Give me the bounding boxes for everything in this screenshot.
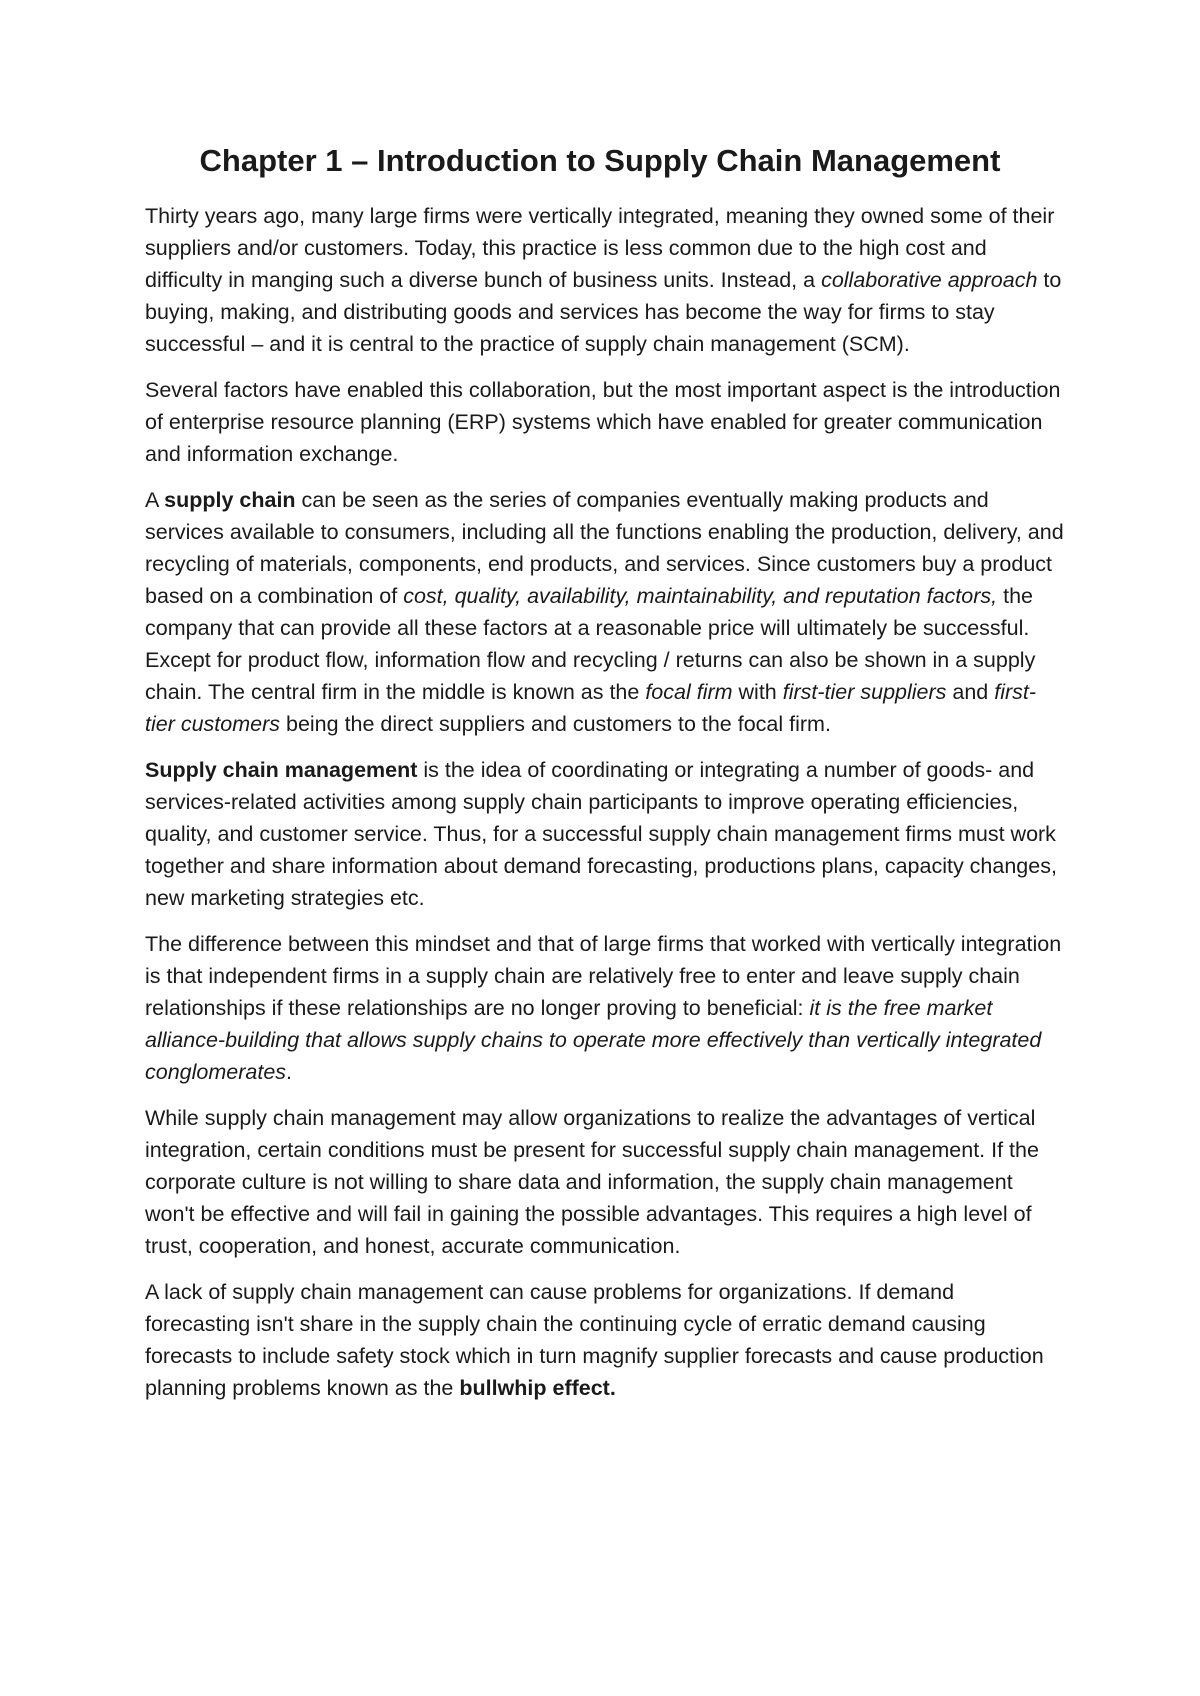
text-run: While supply chain management may allow organizations to realize the advantages of vertical integration, certain conditions must be present for successful supply chain management. If the corporate culture is not willing to share data and information, the supply chain management won't be effective and will fail in gaining the possible advantages. This requires a high level of trust, cooperation, and honest, accurate communication.: [145, 1106, 1039, 1258]
text-run: the company that can provide all these factors at a reasonable price will ultimately be successful. Except for product flow, information flow and recycling / returns can also be shown in a supply chain. The central firm in the middle is known as the: [145, 584, 1036, 704]
italic-text-run: it is the free market alliance-building that allows supply chains to operate more effectively than vertically integrated conglomerates: [145, 996, 1042, 1084]
text-run: A lack of supply chain management can cause problems for organizations. If demand forecasting isn't share in the supply chain the continuing cycle of erratic demand causing forecasts to include safety stock which in turn magnify supplier forecasts and cause production planning problems known as the: [145, 1280, 1044, 1400]
text-run: being the direct suppliers and customers to the focal firm.: [280, 712, 831, 736]
document-body: [145, 200, 1065, 1418]
text-run: is the idea of coordinating or integrating a number of goods- and services-related activities among supply chain participants to improve operating efficiencies, quality, and customer service. Thus, for a successful supply chain management firms must work together and share information about demand forecasting, productions plans, capacity changes, new marketing strategies etc.: [145, 758, 1057, 910]
paragraph-6: [145, 1102, 1065, 1262]
paragraph-4: [145, 754, 1065, 914]
bold-text-run: Supply chain management: [145, 758, 418, 782]
text-run: to buying, making, and distributing goods and services has become the way for firms to stay successful – and it is central to the practice of supply chain management (SCM).: [145, 268, 1062, 356]
italic-text-run: collaborative approach: [821, 268, 1038, 292]
paragraph-5: [145, 928, 1065, 1088]
bold-text-run: bullwhip effect.: [459, 1376, 616, 1400]
text-run: with: [732, 680, 783, 704]
text-run: can be seen as the series of companies eventually making products and services available to consumers, including all the functions enabling the production, delivery, and recycling of materials, components, end products, and services. Since customers buy a product based on a combination of: [145, 488, 1064, 608]
text-run: .: [286, 1060, 293, 1084]
italic-text-run: first-tier customers: [145, 680, 1037, 736]
paragraph-7: [145, 1276, 1065, 1404]
page-title: Chapter 1 – Introduction to Supply Chain Management: [199, 143, 1001, 178]
text-run: and: [946, 680, 995, 704]
paragraph-2: [145, 374, 1065, 470]
paragraph-1: [145, 200, 1065, 360]
paragraph-3: [145, 484, 1065, 740]
italic-text-run: first-tier suppliers: [782, 680, 947, 704]
text-run: The difference between this mindset and that of large firms that worked with vertically integration is that independent firms in a supply chain are relatively free to enter and leave supply chain relationships if these relationships are no longer proving to beneficial:: [145, 932, 1062, 1020]
text-run: Thirty years ago, many large firms were vertically integrated, meaning they owned some of their suppliers and/or customers. Today, this practice is less common due to the high cost and difficulty in manging such a diverse bunch of business units. Instead, a: [145, 204, 1055, 292]
bold-text-run: supply chain: [164, 488, 296, 512]
text-run: A: [145, 488, 165, 512]
italic-text-run: cost, quality, availability, maintainability, and reputation factors,: [403, 584, 998, 608]
italic-text-run: focal firm: [645, 680, 733, 704]
text-run: Several factors have enabled this collaboration, but the most important aspect is the introduction of enterprise resource planning (ERP) systems which have enabled for greater communication and information exchange.: [145, 378, 1061, 466]
